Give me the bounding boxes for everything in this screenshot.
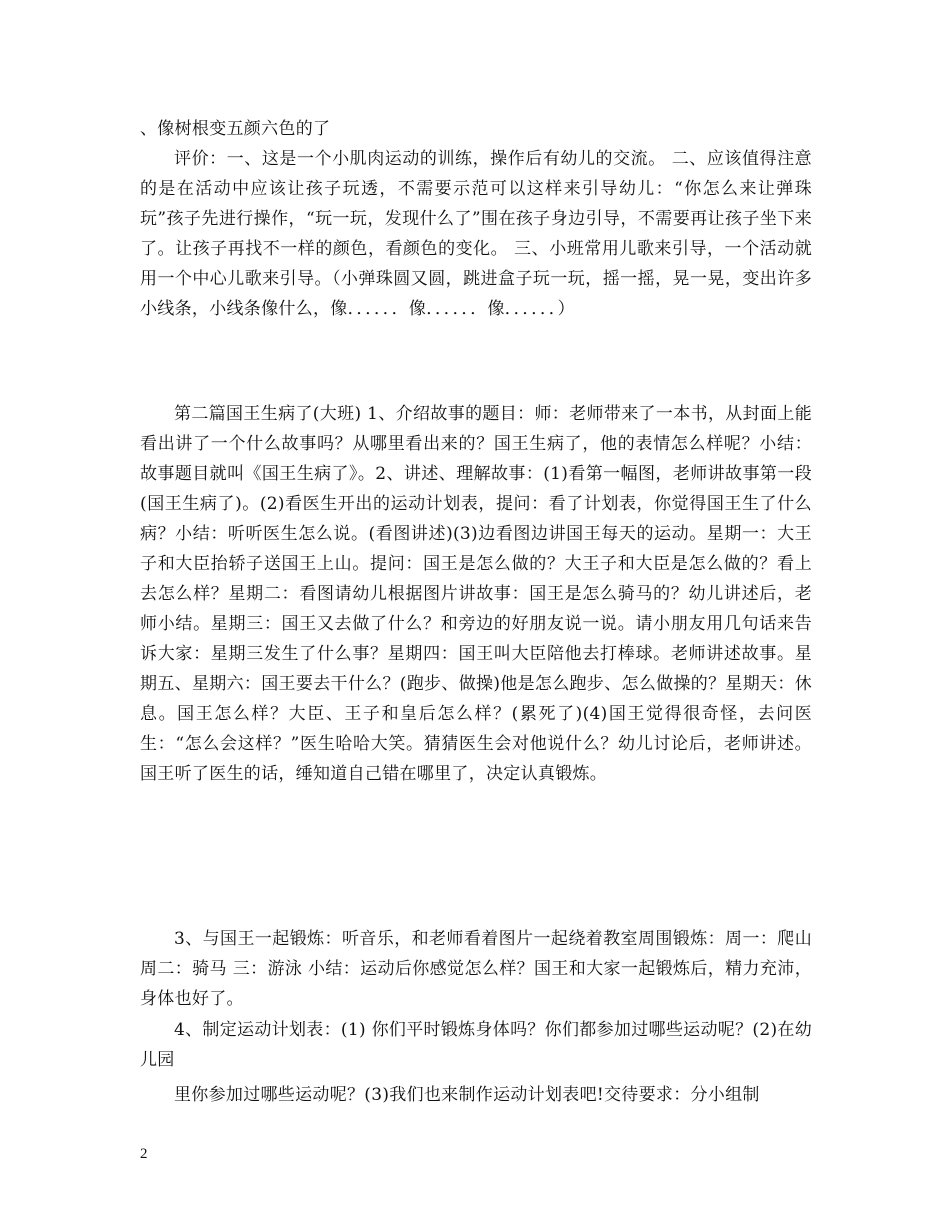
paragraph-fragment-intro: 、像树根变五颜六色的了 — [140, 119, 331, 139]
page-number: 2 — [140, 1146, 148, 1162]
paragraph-evaluation: 评价：一、这是一个小肌肉运动的训练，操作后有幼儿的交流。 二、应该值得注意的是在活动中应该让孩子玩透，不需要示范可以这样来引导幼儿：“你怎么来让弹珠玩”孩子先进行操作，“玩一玩，发现什么了”围在孩子身边引导，不需要再让孩子坐下来了。让孩子再找不一样的颜色，看颜色的变化。 三、小班常用儿歌来引导，一个活动就用一个中心儿歌来引导。（小弹珠圆又圆，跳进盒子玩一玩，摇一摇，晃一晃，变出许多小线条，小线条像什么，像．．．．．．像．．．．．．像．．．．．．） — [140, 149, 812, 319]
paragraph-exercise-with-king: 3、与国王一起锻炼：听音乐，和老师看着图片一起绕着教室周围锻炼：周一：爬山 周二：骑马 三：游泳 小结：运动后你感觉怎么样？国王和大家一起锻炼后，精力充沛，身体也好了。 — [140, 929, 812, 1009]
paragraph-continuation: 里你参加过哪些运动呢？(3)我们也来制作运动计划表吧!交待要求：分小组制 — [174, 1085, 760, 1105]
paragraph-make-plan: 4、制定运动计划表：(1) 你们平时锻炼身体吗？你们都参加过哪些运动呢？(2)在幼儿园 — [140, 1020, 812, 1070]
paragraph-story-lesson: 第二篇国王生病了(大班) 1、介绍故事的题目：师：老师带来了一本书，从封面上能看出讲了一个什么故事吗？从哪里看出来的？国王生病了，他的表情怎么样呢？小结：故事题目就叫《国王生病了》。2、讲述、理解故事：(1)看第一幅图，老师讲故事第一段(国王生病了)。(2)看医生开出的运动计划表，提问：看了计划表，你觉得国王生了什么病？小结：听听医生怎么说。(看图讲述)(3)边看图边讲国王每天的运动。星期一：大王子和大臣抬轿子送国王上山。提问：国王是怎么做的？大王子和大臣是怎么做的？看上去怎么样？星期二：看图请幼儿根据图片讲故事：国王是怎么骑马的？幼儿讲述后，老师小结。星期三：国王又去做了什么？和旁边的好朋友说一说。请小朋友用几句话来告诉大家：星期三发生了什么事？星期四：国王叫大臣陪他去打棒球。老师讲述故事。星期五、星期六：国王要去干什么？(跑步、做操)他是怎么跑步、怎么做操的？星期天：休息。国王怎么样？大臣、王子和皇后怎么样？(累死了)(4)国王觉得很奇怪，去问医生：“怎么会这样？”医生哈哈大笑。猜猜医生会对他说什么？幼儿讨论后，老师讲述。国王听了医生的话，缍知道自己错在哪里了，决定认真锻炼。 — [140, 404, 812, 784]
